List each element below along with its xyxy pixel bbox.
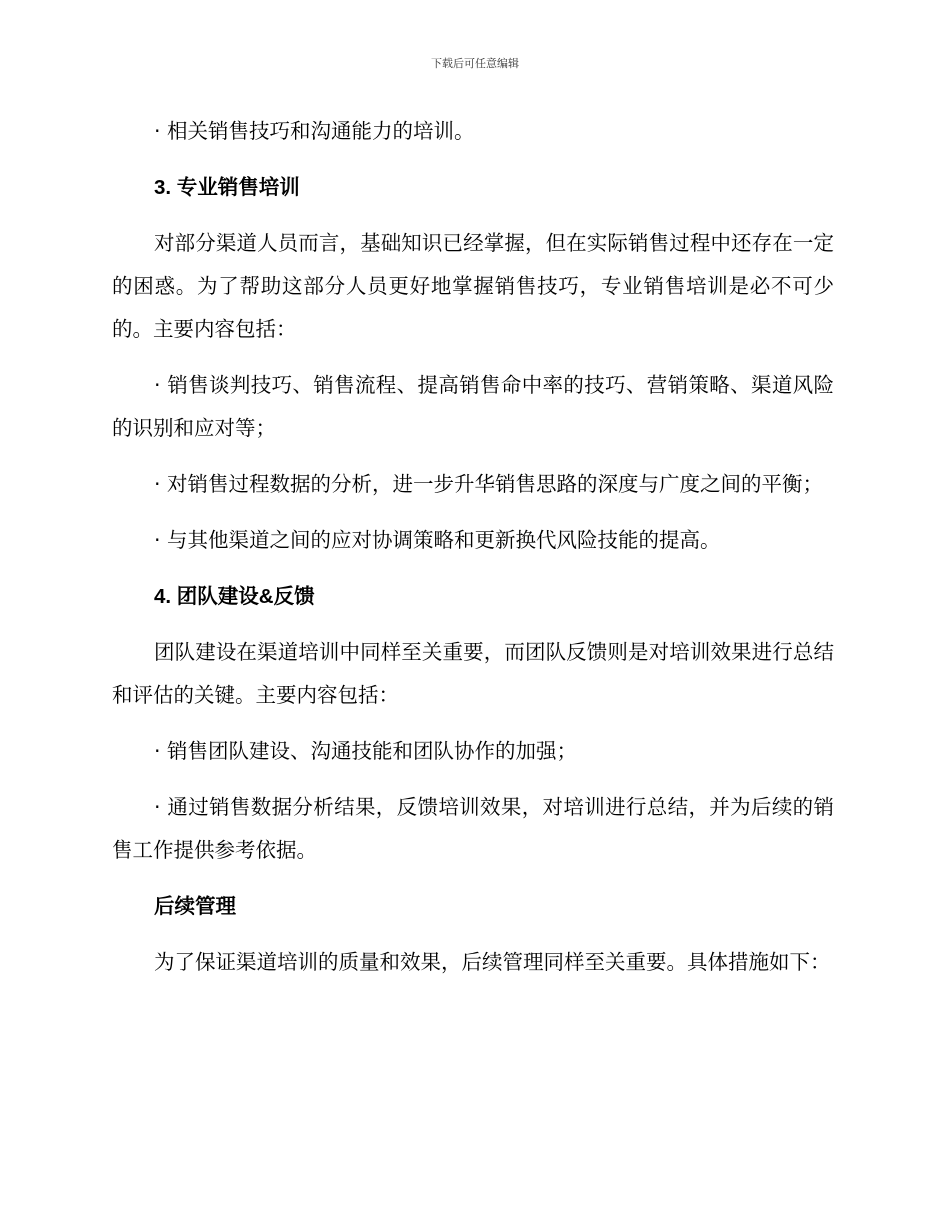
bullet-negotiation-skills: · 销售谈判技巧、销售流程、提高销售命中率的技巧、营销策略、渠道风险的识别和应对等； xyxy=(112,373,834,440)
bullet-sales-data-analysis: · 对销售过程数据的分析，进一步升华销售思路的深度与广度之间的平衡； xyxy=(154,472,824,496)
bullet-team-collaboration: · 销售团队建设、沟通技能和团队协作的加强； xyxy=(154,739,578,763)
section-heading-follow-up-management: 后续管理 xyxy=(154,895,236,918)
paragraph-professional-sales-intro: 对部分渠道人员而言，基础知识已经掌握，但在实际销售过程中还存在一定的困惑。为了帮助这部分人员更好地掌握销售技巧，专业销售培训是必不可少的。主要内容包括： xyxy=(112,231,834,341)
section-heading-team-building: 4. 团队建设&反馈 xyxy=(154,585,315,608)
paragraph-follow-up-intro: 为了保证渠道培训的质量和效果，后续管理同样至关重要。具体措施如下： xyxy=(154,950,831,974)
bullet-feedback-summary: · 通过销售数据分析结果，反馈培训效果，对培训进行总结，并为后续的销售工作提供参考依据。 xyxy=(112,795,834,862)
document-body xyxy=(112,110,834,997)
bullet-channel-coordination: · 与其他渠道之间的应对协调策略和更新换代风险技能的提高。 xyxy=(154,528,721,552)
page-header-note: 下载后可任意编辑 xyxy=(431,57,519,70)
paragraph-team-building-intro: 团队建设在渠道培训中同样至关重要，而团队反馈则是对培训效果进行总结和评估的关键。主要内容包括： xyxy=(112,640,834,707)
section-heading-professional-sales-training: 3. 专业销售培训 xyxy=(154,176,300,199)
bullet-sales-skills-training: · 相关销售技巧和沟通能力的培训。 xyxy=(154,119,475,143)
